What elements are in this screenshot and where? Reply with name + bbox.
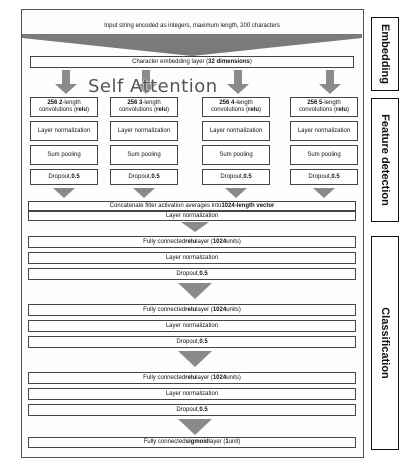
section-feature-label: Feature detection <box>379 114 391 206</box>
fc-units: 1024 <box>212 306 227 313</box>
conv-word: convolutions ( <box>38 107 76 113</box>
dropout-prefix: Dropout, <box>308 173 332 180</box>
sum-pooling-label: Sum pooling <box>307 151 341 158</box>
conv-layer-norm <box>290 121 358 141</box>
conv-dropout <box>110 169 178 185</box>
conv-count: 256 3 <box>127 100 143 106</box>
fc-act: relu <box>185 374 197 381</box>
conv-line-1 <box>219 100 252 107</box>
conv-word: convolutions ( <box>298 107 336 113</box>
down-arrow <box>55 84 77 94</box>
conv-sum-pooling <box>30 145 98 165</box>
sum-pooling-label: Sum pooling <box>127 151 161 158</box>
down-arrow <box>178 419 212 435</box>
section-feature-detection <box>371 98 399 222</box>
fc-units: 1 <box>225 439 229 445</box>
layer-norm-label: Layer normalization <box>165 390 219 397</box>
concat-box <box>28 201 356 211</box>
section-embedding <box>371 17 399 91</box>
fc-act: relu <box>185 306 197 313</box>
section-classification-label: Classification <box>379 307 391 379</box>
conv-box <box>202 97 270 117</box>
arrow-stem <box>62 70 70 84</box>
layer-norm-label: Layer normalization <box>297 127 351 134</box>
fc-relu-box <box>28 236 356 248</box>
fc-suffix: units) <box>226 238 241 245</box>
arrow-stem <box>326 70 334 84</box>
fc-suffix: units) <box>226 374 241 381</box>
dropout-value: 0.5 <box>331 173 340 180</box>
conv-count: 256 5 <box>307 100 323 106</box>
conv-sum-pooling <box>110 145 178 165</box>
conv-close: ) <box>87 107 90 113</box>
fc-mid: layer ( <box>208 439 226 445</box>
cls-dropout <box>28 404 356 416</box>
fc-prefix: Fully connected <box>143 374 186 381</box>
down-arrow <box>319 84 341 94</box>
input-box-label: Input string encoded as integers, maximum length, 200 characters <box>104 22 280 29</box>
down-arrow <box>53 188 75 198</box>
down-arrow <box>178 283 212 299</box>
conv-dropout <box>290 169 358 185</box>
fc-relu-box <box>28 372 356 384</box>
concat-prefix: Concatenate filter activation averages into <box>109 202 222 209</box>
conv-length-suffix: -length <box>322 100 341 106</box>
down-arrow <box>313 188 335 198</box>
conv-close: ) <box>347 107 350 113</box>
cls-layer-norm <box>28 320 356 332</box>
fc-mid: layer ( <box>196 306 213 313</box>
fc-relu-box <box>28 304 356 316</box>
conv-box <box>30 97 98 117</box>
layer-norm-label: Layer normalization <box>165 254 219 261</box>
dropout-prefix: Dropout, <box>48 173 72 180</box>
conv-activation: relu <box>156 107 168 113</box>
layer-norm-label: Layer normalization <box>209 127 263 134</box>
fc-suffix: units) <box>226 306 241 313</box>
embedding-dims: 32 dimensions <box>208 58 250 65</box>
embedding-prefix: Character embedding layer ( <box>132 58 209 65</box>
conv-length-suffix: -length <box>142 100 161 106</box>
fc-mid: layer ( <box>196 374 213 381</box>
embedding-layer-box <box>30 56 354 68</box>
conv-activation: relu <box>336 107 348 113</box>
conv-layer-norm <box>110 121 178 141</box>
arrow-stem <box>234 70 242 84</box>
conv-line-2 <box>299 107 349 114</box>
conv-box <box>290 97 358 117</box>
concat-layer-norm <box>28 211 356 221</box>
fc-prefix: Fully connected <box>143 439 186 445</box>
conv-count: 256 2 <box>47 100 63 106</box>
layer-norm-label: Layer normalization <box>117 127 171 134</box>
input-box <box>22 18 362 34</box>
conv-length-suffix: -length <box>234 100 253 106</box>
conv-close: ) <box>167 107 170 113</box>
dropout-prefix: Dropout, <box>128 173 152 180</box>
fc-units: 1024 <box>212 238 227 245</box>
cls-layer-norm <box>28 388 356 400</box>
cls-dropout <box>28 336 356 348</box>
section-classification <box>371 236 399 450</box>
cls-layer-norm <box>28 252 356 264</box>
fc-prefix: Fully connected <box>143 306 186 313</box>
section-embedding-label: Embedding <box>379 24 391 84</box>
conv-sum-pooling <box>202 145 270 165</box>
fc-prefix: Fully connected <box>143 238 186 245</box>
conv-line-2 <box>39 107 89 114</box>
conv-dropout <box>30 169 98 185</box>
conv-dropout <box>202 169 270 185</box>
fc-sigmoid-box <box>28 437 356 448</box>
dropout-prefix: Dropout, <box>176 338 200 345</box>
fc-act: relu <box>185 238 197 245</box>
down-arrow <box>178 351 212 367</box>
conv-word: convolutions ( <box>210 107 248 113</box>
conv-word: convolutions ( <box>118 107 156 113</box>
conv-layer-norm <box>202 121 270 141</box>
down-arrow <box>225 188 247 198</box>
conv-box <box>110 97 178 117</box>
conv-layer-norm <box>30 121 98 141</box>
embedding-suffix: ) <box>249 58 252 65</box>
conv-line-2 <box>211 107 261 114</box>
conv-sum-pooling <box>290 145 358 165</box>
conv-line-1 <box>47 100 80 107</box>
dropout-value: 0.5 <box>199 270 208 277</box>
dropout-prefix: Dropout, <box>176 270 200 277</box>
sum-pooling-label: Sum pooling <box>219 151 253 158</box>
fc-units: 1024 <box>212 374 227 381</box>
layer-norm-label: Layer normalization <box>165 212 219 219</box>
conv-length-suffix: -length <box>62 100 81 106</box>
dropout-value: 0.5 <box>243 173 252 180</box>
dropout-prefix: Dropout, <box>220 173 244 180</box>
cls-dropout <box>28 268 356 280</box>
dropout-prefix: Dropout, <box>176 406 200 413</box>
dropout-value: 0.5 <box>151 173 160 180</box>
conv-line-1 <box>307 100 340 107</box>
conv-line-1 <box>127 100 160 107</box>
dropout-value: 0.5 <box>71 173 80 180</box>
down-arrow <box>133 188 155 198</box>
fc-suffix: unit) <box>228 439 241 445</box>
conv-activation: relu <box>76 107 88 113</box>
down-arrow <box>227 84 249 94</box>
down-arrow <box>181 222 209 232</box>
fc-act: sigmoid <box>185 439 209 445</box>
dropout-value: 0.5 <box>199 406 208 413</box>
sum-pooling-label: Sum pooling <box>47 151 81 158</box>
concat-bold: 1024-length vector <box>221 202 275 209</box>
conv-count: 256 4 <box>219 100 235 106</box>
conv-close: ) <box>259 107 262 113</box>
layer-norm-label: Layer normalization <box>165 322 219 329</box>
conv-activation: relu <box>248 107 260 113</box>
fc-mid: layer ( <box>196 238 213 245</box>
dropout-value: 0.5 <box>199 338 208 345</box>
conv-line-2 <box>119 107 169 114</box>
overlay-title: Self Attention <box>88 76 218 97</box>
layer-norm-label: Layer normalization <box>37 127 91 134</box>
